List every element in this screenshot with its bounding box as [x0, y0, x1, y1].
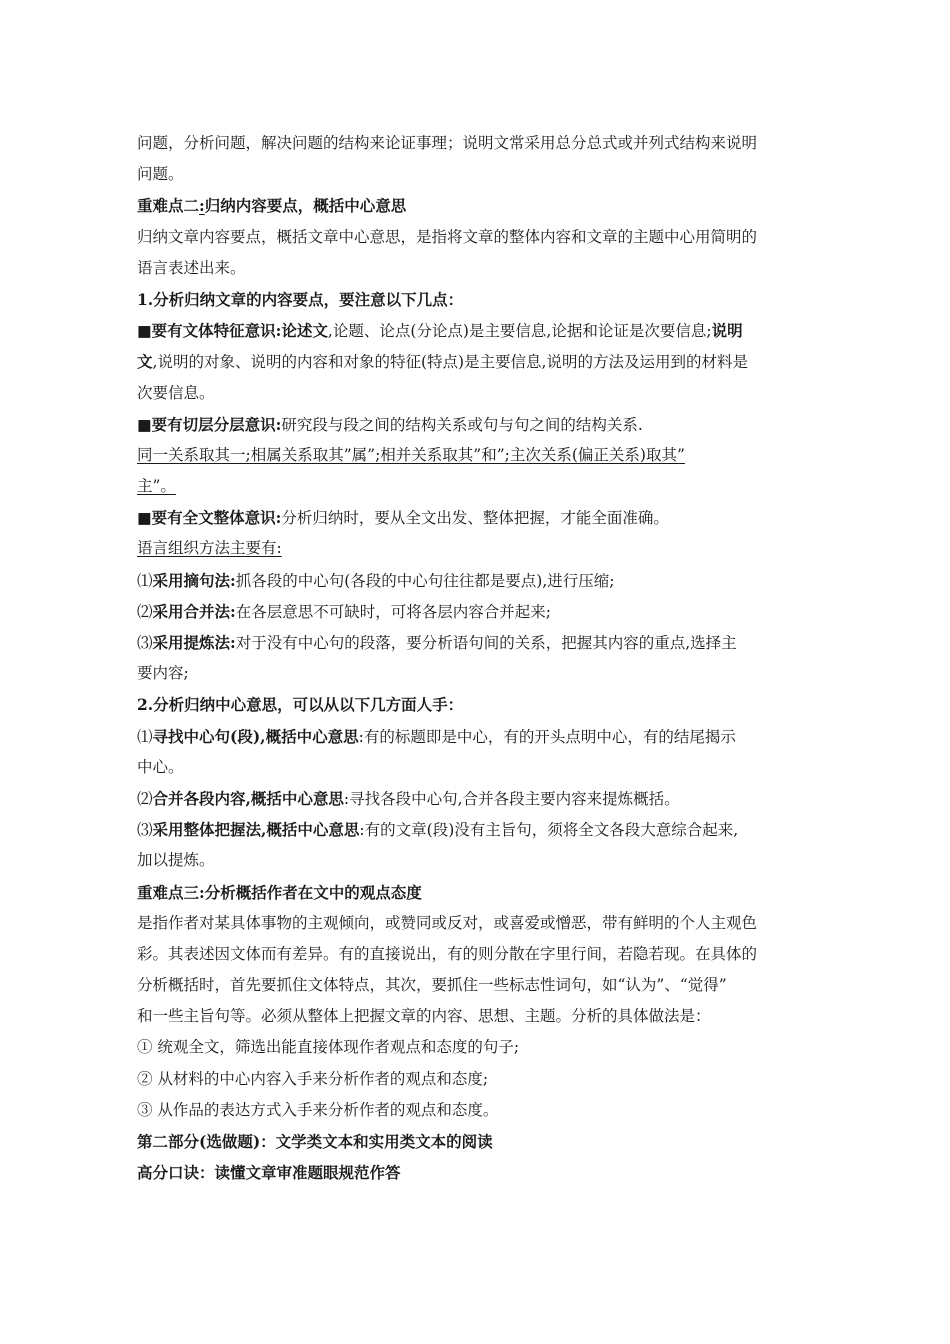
body-text: 分析归纳时，要从全文出发、整体把握，才能全面准确。 [281, 509, 669, 528]
body-text: 要内容; [137, 664, 189, 683]
body-text: 加以提炼。 [137, 851, 215, 870]
text-line [137, 1095, 809, 1126]
body-text: 对于没有中心句的段落，要分析语句间的关系，把握其内容的重点,选择主 [235, 634, 737, 652]
text-line [137, 253, 809, 284]
body-text: :有的标题即是中心，有的开头点明中心，有的结尾揭示 [358, 727, 736, 746]
bold-text: 采用提炼法: [152, 633, 236, 652]
text-line [137, 627, 809, 658]
bold-text: 第二部分(选做题)：文学类文本和实用类文本的阅读 [137, 1132, 493, 1151]
body-text: :寻找各段中心句,合并各段主要内容来提炼概括。 [343, 789, 680, 808]
text-line [137, 471, 809, 502]
body-text: 是指作者对某具体事物的主观倾向，或赞同或反对，或喜爱或憎恶，带有鲜明的个人主观色 [137, 913, 758, 932]
body-text: ⑵ [137, 602, 153, 621]
body-text: ⑴ [137, 571, 153, 590]
text-line [137, 533, 809, 564]
text-line [137, 1032, 809, 1063]
text-line [137, 721, 809, 752]
bold-text: 寻找中心句(段),概括中心意思 [152, 726, 359, 746]
text-line [137, 190, 809, 221]
text-line [137, 939, 809, 970]
text-line [137, 440, 809, 471]
body-text: 归纳文章内容要点，概括文章中心意思，是指将文章的整体内容和文章的主题中心用简明的 [137, 227, 758, 246]
text-line [137, 315, 809, 346]
bold-text: 1.分析归纳文章的内容要点，要注意以下几点： [137, 289, 464, 309]
text-line [137, 128, 809, 159]
text-line [137, 877, 809, 908]
bold-text: ■要有全文整体意识: [137, 508, 282, 528]
text-line [137, 845, 809, 876]
body-text: 语言表述出来。 [137, 258, 246, 277]
bold-text: ■要有切层分层意识: [137, 414, 282, 434]
text-line [137, 596, 809, 627]
text-line [137, 1126, 809, 1157]
text-line [137, 1157, 809, 1188]
bold-text: 归纳内容要点，概括中心意思 [204, 196, 407, 216]
body-text: 问题，分析问题，解决问题的结构来论证事理；说明文常采用总分总式或并列式结构来说明 [137, 134, 758, 152]
bold-text: 合并各段内容,概括中心意思 [152, 788, 344, 808]
body-text: 在各层意思不可缺时，可将各层内容合并起来; [235, 602, 551, 621]
text-line [137, 378, 809, 409]
bold-text: 采用合并法: [152, 601, 236, 621]
bold-text: 文 [137, 352, 153, 372]
bold-text: 论述文 [281, 321, 328, 341]
body-text: 抓各段的中心句(各段的中心句往往都是要点),进行压缩; [235, 571, 615, 590]
body-text: 问题。 [137, 165, 184, 184]
body-text: ⑶ [137, 821, 153, 840]
bold-text: 重难点二 [137, 196, 200, 216]
text-line [137, 1064, 809, 1095]
document-body [137, 128, 809, 1188]
bold-text: ■要有文体特征意识: [137, 321, 282, 341]
body-text: ② 从材料的中心内容入手来分析作者的观点和态度; [137, 1069, 489, 1088]
bold-text: 2.分析归纳中心意思，可以从以下几方面人手： [137, 695, 464, 715]
body-text: ③ 从作品的表达方式入手来分析作者的观点和态度。 [137, 1100, 499, 1119]
text-line [137, 565, 809, 596]
body-text: 研究段与段之间的结构关系或句与句之间的结构关系. [281, 415, 643, 434]
text-line [137, 689, 809, 720]
bold-text: 说明 [711, 321, 743, 341]
body-text: ,论题、论点(分论点)是主要信息,论据和论证是次要信息; [327, 322, 712, 341]
body-text: 分析概括时，首先要抓住文体特点，其次，要抓住一些标志性词句，如“认为”、“觉得” [137, 976, 727, 995]
bold-text: 采用摘句法: [152, 570, 236, 590]
body-text: ⑵ [137, 789, 153, 808]
body-text: :有的文章(段)没有主旨句，须将全文各段大意综合起来, [359, 821, 739, 840]
text-line [137, 1001, 809, 1032]
body-text: 中心。 [137, 757, 184, 776]
body-text: 和一些主旨句等。必须从整体上把握文章的内容、思想、主题。分析的具体做法是： [137, 1007, 711, 1026]
text-line [137, 346, 809, 377]
body-text: ⑶ [137, 634, 153, 652]
bold-text: 重难点三:分析概括作者在文中的观点态度 [137, 882, 422, 902]
text-line [137, 502, 809, 533]
bold-text: 采用整体把握法,概括中心意思 [152, 820, 360, 840]
body-text: ,说明的对象、说明的内容和对象的特征(特点)是主要信息,说明的方法及运用到的材料是 [152, 353, 748, 372]
text-line [137, 222, 809, 253]
body-text: ① 统观全文，筛选出能直接体现作者观点和态度的句子; [137, 1038, 520, 1057]
body-text: 次要信息。 [137, 383, 215, 402]
text-line [137, 284, 809, 315]
text-line [137, 752, 809, 783]
body-text: ⑴ [137, 727, 153, 746]
text-line [137, 159, 809, 190]
underlined-text: 同一关系取其一;相属关系取其”属”;相并关系取其”和”;主次关系(偏正关系)取其” [137, 445, 685, 464]
text-line [137, 814, 809, 845]
text-line [137, 908, 809, 939]
underlined-text: 语言组织方法主要有: [137, 539, 282, 558]
bold-text: : [199, 196, 205, 216]
underlined-text: 主”。 [137, 477, 176, 496]
body-text: 彩。其表述因文体而有差异。有的直接说出，有的则分散在字里行间，若隐若现。在具体的 [137, 944, 758, 963]
text-line [137, 409, 809, 440]
bold-text: 高分口诀：读懂文章审准题眼规范作答 [137, 1163, 401, 1183]
text-line [137, 970, 809, 1001]
text-line [137, 658, 809, 689]
text-line [137, 783, 809, 814]
